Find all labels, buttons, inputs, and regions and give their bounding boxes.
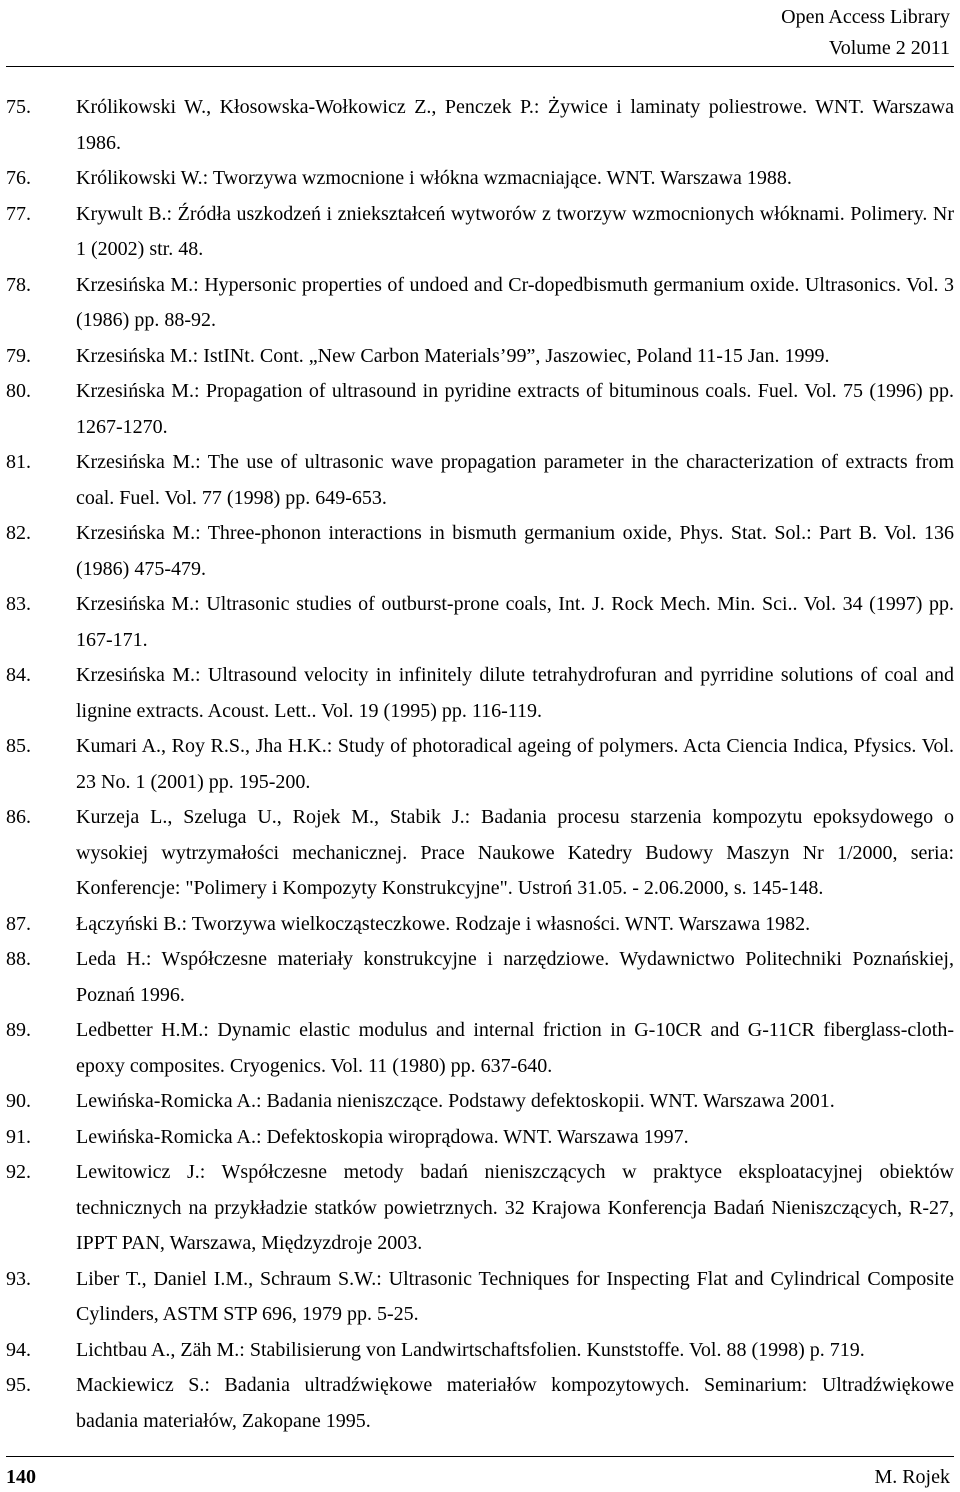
reference-number: 94. — [6, 1338, 31, 1361]
reference-number: 75. — [6, 96, 31, 118]
reference-item — [6, 587, 954, 658]
reference-text: Krywult B.: Źródła uszkodzeń i zniekształceń wytworów z tworzyw wzmocnionych włóknami. Polimery. Nr 1 (2002) str. 48. — [76, 202, 954, 260]
reference-number: 87. — [6, 912, 31, 935]
footer-author: M. Rojek — [874, 1466, 950, 1488]
reference-item — [6, 268, 954, 339]
reference-item — [6, 942, 954, 1013]
reference-item — [6, 374, 954, 445]
reference-number: 77. — [6, 202, 31, 225]
reference-item — [6, 1084, 954, 1120]
reference-item — [6, 445, 954, 516]
reference-text: Lichtbau A., Zäh M.: Stabilisierung von Landwirtschaftsfolien. Kunststoffe. Vol. 88 (1998) p. 719. — [76, 1338, 865, 1361]
reference-number: 79. — [6, 344, 31, 367]
reference-item — [6, 1155, 954, 1262]
reference-item — [6, 658, 954, 729]
reference-number: 92. — [6, 1161, 31, 1183]
reference-text: Krzesińska M.: IstINt. Cont. „New Carbon Materials’99”, Jaszowiec, Poland 11-15 Jan. 1999. — [76, 344, 830, 367]
reference-item — [6, 729, 954, 800]
reference-text: Królikowski W.: Tworzywa wzmocnione i włókna wzmacniające. WNT. Warszawa 1988. — [76, 167, 792, 189]
page-footer — [6, 1462, 950, 1492]
reference-list — [6, 90, 954, 1439]
reference-item — [6, 1262, 954, 1333]
reference-item — [6, 1368, 954, 1439]
reference-text: Lewitowicz J.: Współczesne metody badań nieniszczących w praktyce eksploatacyjnej obiektów technicznych na przykładzie statków powietrznych. 32 Krajowa Konferencja Badań Nieniszczących, R-27, IPPT PAN, Warszawa, Międzyzdroje 2003. — [76, 1161, 954, 1254]
reference-number: 89. — [6, 1019, 31, 1041]
reference-number: 83. — [6, 593, 31, 615]
page-number: 140 — [6, 1466, 36, 1488]
reference-item — [6, 1120, 954, 1156]
reference-number: 86. — [6, 806, 31, 828]
reference-text: Lewińska-Romicka A.: Defektoskopia wiroprądowa. WNT. Warszawa 1997. — [76, 1125, 689, 1148]
reference-text: Ledbetter H.M.: Dynamic elastic modulus and internal friction in G-10CR and G-11CR fiberglass-cloth-epoxy composites. Cryogenics. Vol. 11 (1980) pp. 637-640. — [76, 1019, 954, 1077]
reference-item — [6, 161, 954, 197]
reference-text: Krzesińska M.: Hypersonic properties of undoed and Cr-dopedbismuth germanium oxide. Ultrasonics. Vol. 3 (1986) pp. 88-92. — [76, 273, 954, 331]
reference-item — [6, 800, 954, 907]
reference-number: 78. — [6, 273, 31, 296]
reference-number: 76. — [6, 167, 31, 189]
reference-item — [6, 197, 954, 268]
reference-text: Lewińska-Romicka A.: Badania nieniszczące. Podstawy defektoskopii. WNT. Warszawa 2001. — [76, 1090, 835, 1112]
reference-number: 80. — [6, 380, 31, 402]
reference-text: Kurzeja L., Szeluga U., Rojek M., Stabik J.: Badania procesu starzenia kompozytu epoksydowego o wysokiej wytrzymałości mechanicznej. Prace Naukowe Katedry Budowy Maszyn Nr 1/2000, seria: Konferencje: "Polimery i Kompozyty Konstrukcyjne". Ustroń 31.05. - 2.06.2000, s. 145-148. — [76, 806, 954, 899]
reference-text: Krzesińska M.: Propagation of ultrasound in pyridine extracts of bituminous coals. Fuel. Vol. 75 (1996) pp. 1267-1270. — [76, 380, 954, 438]
reference-number: 85. — [6, 735, 31, 757]
reference-item — [6, 1013, 954, 1084]
reference-text: Krzesińska M.: Ultrasonic studies of outburst-prone coals, Int. J. Rock Mech. Min. Sci.. Vol. 34 (1997) pp. 167-171. — [76, 593, 954, 651]
reference-number: 81. — [6, 451, 31, 473]
reference-number: 88. — [6, 948, 31, 970]
reference-number: 95. — [6, 1374, 31, 1396]
reference-text: Krzesińska M.: The use of ultrasonic wave propagation parameter in the characterization of extracts from coal. Fuel. Vol. 77 (1998) pp. 649-653. — [76, 451, 954, 509]
reference-number: 93. — [6, 1267, 31, 1290]
reference-item — [6, 907, 954, 943]
reference-text: Królikowski W., Kłosowska-Wołkowicz Z., Penczek P.: Żywice i laminaty poliestrowe. WNT. Warszawa 1986. — [76, 96, 954, 154]
journal-volume: Volume 2 2011 — [828, 37, 950, 59]
reference-text: Krzesińska M.: Ultrasound velocity in infinitely dilute tetrahydrofuran and pyrridine solutions of coal and lignine extracts. Acoust. Lett.. Vol. 19 (1995) pp. 116-119. — [76, 664, 954, 722]
reference-item — [6, 339, 954, 375]
reference-text: Łączyński B.: Tworzywa wielkocząsteczkowe. Rodzaje i własności. WNT. Warszawa 1982. — [76, 912, 811, 935]
footer-divider — [6, 1456, 954, 1457]
journal-title: Open Access Library — [781, 6, 950, 28]
reference-text: Mackiewicz S.: Badania ultradźwiękowe materiałów kompozytowych. Seminarium: Ultradźwiękowe badania materiałów, Zakopane 1995. — [76, 1374, 954, 1432]
reference-number: 82. — [6, 522, 31, 544]
reference-text: Liber T., Daniel I.M., Schraum S.W.: Ultrasonic Techniques for Inspecting Flat and Cylindrical Composite Cylinders, ASTM STP 696, 1979 pp. 5-25. — [76, 1267, 954, 1325]
reference-text: Kumari A., Roy R.S., Jha H.K.: Study of photoradical ageing of polymers. Acta Ciencia Indica, Pfysics. Vol. 23 No. 1 (2001) pp. 195-200. — [76, 735, 954, 793]
reference-number: 91. — [6, 1125, 31, 1148]
reference-item — [6, 1333, 954, 1369]
reference-item — [6, 90, 954, 161]
reference-text: Krzesińska M.: Three-phonon interactions in bismuth germanium oxide, Phys. Stat. Sol.: Part B. Vol. 136 (1986) 475-479. — [76, 522, 954, 580]
reference-number: 90. — [6, 1090, 31, 1112]
page-header — [781, 2, 950, 64]
reference-item — [6, 516, 954, 587]
header-divider — [6, 66, 954, 67]
reference-number: 84. — [6, 664, 31, 686]
reference-text: Leda H.: Współczesne materiały konstrukcyjne i narzędziowe. Wydawnictwo Politechniki Poznańskiej, Poznań 1996. — [76, 948, 954, 1006]
